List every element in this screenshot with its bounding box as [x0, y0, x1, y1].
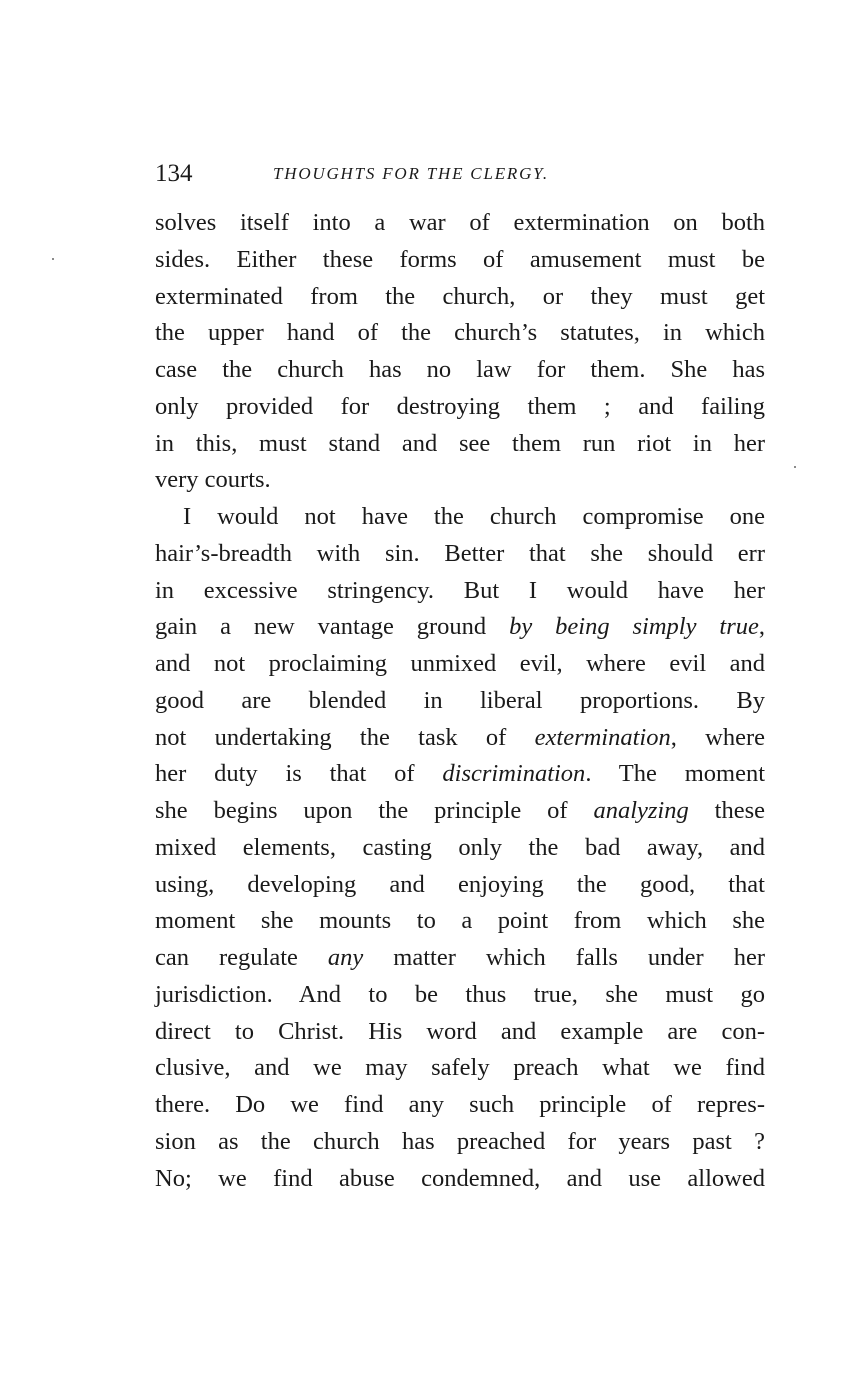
- text-line-paragraph-end: very courts.: [155, 466, 271, 494]
- italic-phrase: by being simply true: [509, 613, 759, 641]
- text-line: exterminated from the church, or they must get: [155, 282, 765, 310]
- text-line: she begins upon the principle of analyzing these: [155, 797, 765, 824]
- text-line: her duty is that of discrimination. The moment: [155, 760, 766, 788]
- text-line: and not proclaiming unmixed evil, where evil and: [155, 650, 765, 677]
- text-line: the upper hand of the church’s statutes, in which: [155, 319, 765, 347]
- paper-speck: [794, 466, 796, 468]
- text-line: jurisdiction. And to be thus true, she must go: [155, 980, 765, 1008]
- running-title: THOUGHTS FOR THE CLERGY.: [273, 164, 549, 183]
- text-line: clusive, and we may safely preach what we find: [155, 1054, 765, 1082]
- text-line: sides. Either these forms of amusement must be: [155, 245, 765, 273]
- text-line: there. Do we find any such principle of repres-: [155, 1091, 765, 1118]
- text-line: direct to Christ. His word and example are con-: [155, 1017, 765, 1045]
- text-line: solves itself into a war of extermination on both: [155, 209, 765, 236]
- text-line: only provided for destroying them ; and failing: [155, 392, 765, 420]
- page-number: 134: [155, 160, 193, 187]
- text-line: good are blended in liberal proportions. By: [155, 686, 765, 714]
- italic-phrase: analyzing: [593, 797, 689, 824]
- text-line: sion as the church has preached for years past ?: [155, 1127, 765, 1155]
- body-text: [155, 205, 765, 1197]
- text-line: case the church has no law for them. She has: [155, 356, 765, 383]
- text-line: moment she mounts to a point from which she: [155, 907, 765, 935]
- text-line: not undertaking the task of extermination, where: [155, 723, 765, 751]
- italic-phrase: discrimination: [442, 760, 586, 788]
- italic-phrase: extermination: [534, 723, 671, 751]
- text-line: using, developing and enjoying the good, that: [155, 870, 765, 898]
- text-line: in excessive stringency. But I would have her: [155, 576, 765, 604]
- text-line: hair’s-breadth with sin. Better that she should err: [155, 539, 765, 567]
- text-line-paragraph-start: I would not have the church compromise one: [183, 503, 765, 530]
- running-head: [155, 158, 765, 190]
- text-line: can regulate any matter which falls under her: [155, 944, 765, 971]
- italic-phrase: any: [327, 944, 364, 971]
- text-line: in this, must stand and see them run riot in her: [155, 429, 765, 457]
- text-line: gain a new vantage ground by being simply true,: [155, 613, 765, 641]
- paper-speck: [52, 258, 54, 260]
- text-line: No; we find abuse condemned, and use allowed: [155, 1164, 765, 1192]
- text-line: mixed elements, casting only the bad away, and: [155, 833, 765, 861]
